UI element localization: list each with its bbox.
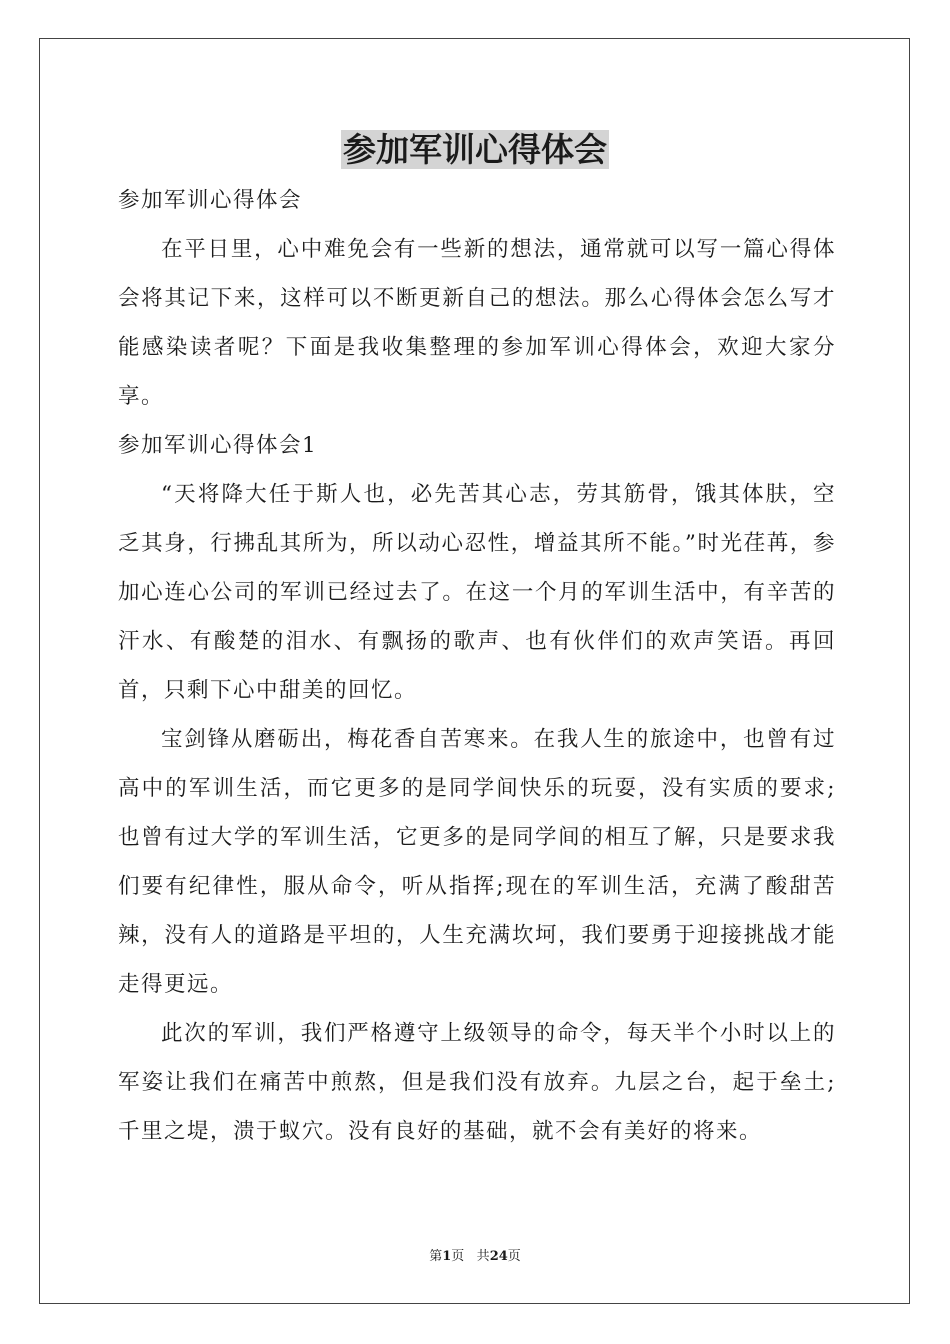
paragraph-body: 此次的军训，我们严格遵守上级领导的命令，每天半个小时以上的军姿让我们在痛苦中煎熬，但是我们没有放弃。九层之台，起于垒土;千里之堤，溃于蚁穴。没有良好的基础，就不会有美好的将来。 — [118, 1021, 836, 1144]
paragraph-body: 宝剑锋从磨砺出，梅花香自苦寒来。在我人生的旅途中，也曾有过高中的军训生活，而它更多的是同学间快乐的玩耍，没有实质的要求;也曾有过大学的军训生活，它更多的是同学间的相互了解，只是要求我们要有纪律性，服从命令，听从指挥;现在的军训生活，充满了酸甜苦辣，没有人的道路是平坦的，人生充满坎坷，我们要勇于迎接挑战才能走得更远。 — [118, 727, 836, 997]
paragraph-body: “天将降大任于斯人也，必先苦其心志，劳其筋骨，饿其体肤，空乏其身，行拂乱其所为，所以动心忍性，增益其所不能。”时光荏苒，参加心连心公司的军训已经过去了。在这一个月的军训生活中，有辛苦的汗水、有酸楚的泪水、有飘扬的歌声、也有伙伴们的欢声笑语。再回首，只剩下心中甜美的回忆。 — [118, 482, 836, 703]
page-suffix: 页 — [451, 1249, 465, 1264]
total-prefix: 共 — [476, 1249, 490, 1264]
paragraph-intro: 在平日里，心中难免会有一些新的想法，通常就可以写一篇心得体会将其记下来，这样可以不断更新自己的想法。那么心得体会怎么写才能感染读者呢？下面是我收集整理的参加军训心得体会，欢迎大家分享。 — [118, 237, 836, 409]
total-suffix: 页 — [507, 1249, 521, 1264]
page-prefix: 第 — [429, 1249, 443, 1264]
document-body — [118, 176, 836, 1156]
paragraph-subtitle: 参加军训心得体会 — [118, 188, 303, 213]
page-number: 1 — [442, 1249, 452, 1264]
document-title — [0, 126, 950, 174]
document-title-text: 参加军训心得体会 — [343, 130, 607, 169]
total-pages: 24 — [489, 1249, 508, 1264]
page-footer — [0, 1247, 950, 1267]
paragraph-section-heading: 参加军训心得体会1 — [118, 433, 318, 458]
